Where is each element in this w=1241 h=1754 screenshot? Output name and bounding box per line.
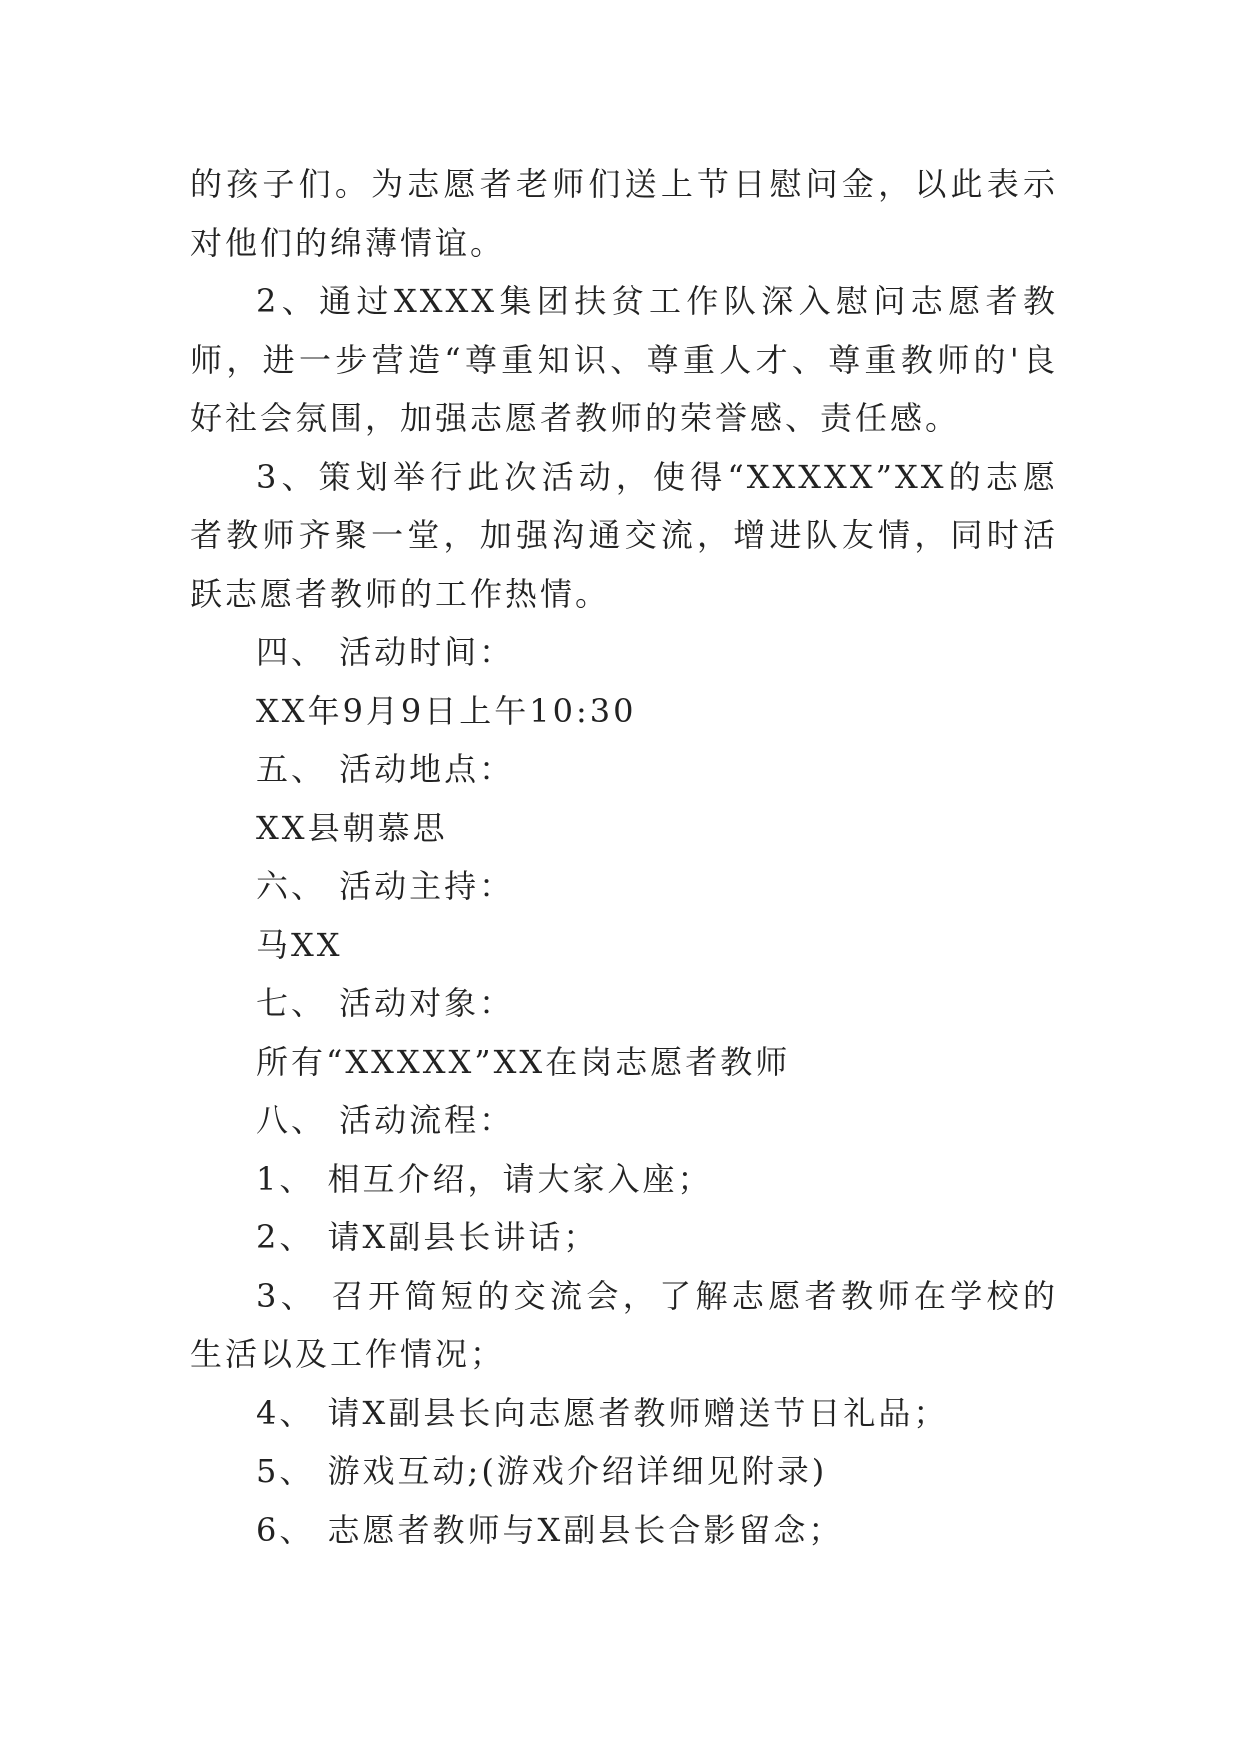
- process-step-2: 2、 请X副县长讲话；: [256, 1218, 599, 1256]
- paragraph-goal-2: 2、通过XXXX集团扶贫工作队深入慰问志愿者教师，进一步营造“尊重知识、尊重人才、尊重教师的'良好社会氛围，加强志愿者教师的荣誉感、责任感。: [190, 282, 1058, 437]
- process-step-3: 3、 召开简短的交流会，了解志愿者教师在学校的生活以及工作情况；: [190, 1276, 1058, 1373]
- document-body: [190, 155, 1058, 1559]
- section-heading-host: 六、 活动主持：: [256, 867, 515, 905]
- activity-audience-value: 所有“XXXXX”XX在岗志愿者教师: [256, 1042, 791, 1081]
- activity-host-value: 马XX: [256, 925, 343, 964]
- paragraph-continuation: 的孩子们。为志愿者老师们送上节日慰问金，以此表示对他们的绵薄情谊。: [190, 165, 1058, 262]
- process-step-6: 6、 志愿者教师与X副县长合影留念；: [256, 1510, 844, 1549]
- process-step-4: 4、 请X副县长向志愿者教师赠送节日礼品；: [256, 1393, 949, 1432]
- section-heading-process: 八、 活动流程：: [256, 1101, 515, 1139]
- activity-time-value: XX年9月9日上午10:30: [256, 691, 637, 730]
- section-heading-location: 五、 活动地点：: [256, 750, 515, 788]
- activity-location-value: XX县朝慕思: [256, 808, 448, 847]
- process-step-1: 1、 相互介绍，请大家入座；: [256, 1159, 713, 1198]
- process-step-5: 5、 游戏互动;(游戏介绍详细见附录): [256, 1452, 828, 1490]
- paragraph-goal-3: 3、策划举行此次活动，使得“XXXXX”XX的志愿者教师齐聚一堂，加强沟通交流，增进队友情，同时活跃志愿者教师的工作热情。: [190, 457, 1058, 613]
- section-heading-audience: 七、 活动对象：: [256, 984, 515, 1022]
- section-heading-time: 四、 活动时间：: [256, 633, 515, 671]
